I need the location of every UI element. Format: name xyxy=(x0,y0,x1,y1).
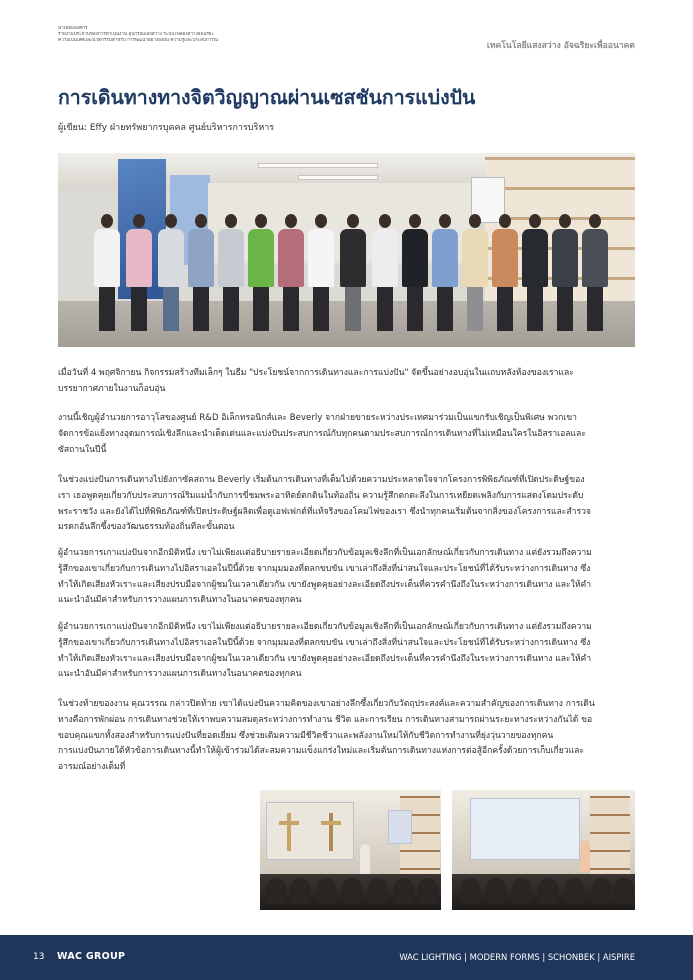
article-paragraph: เมื่อวันที่ 4 พฤศจิกายน กิจกรรมสร้างทีมเล็กๆ ในธีม "ประโยชน์จากการเดินทางและการแบ่งปัน" จัดขึ้นอย่างอบอุ่นในแถบหลังห้องของเราและ บรรยากาศภายในงานก็อบอุ่น xyxy=(58,368,574,394)
page-footer xyxy=(0,935,693,980)
session-photo-audience xyxy=(452,790,635,910)
article-paragraph: ผู้อำนวยการเกาแบ่งปันจากอีกมิติหนึ่ง เขาไม่เพียงแต่อธิบายรายละเอียดเกี่ยวกับข้อมูลเชิงลึกที่เป็นเอกลักษณ์เกี่ยวกับการเดินทาง แต่ยังรวมถึงความ รู้สึกของเขาเกี่ยวกับการเดินทางไปอิสราเอลในปีนี้ด้วย จากมุมมองที่ตลกขบขัน เขาเล่าถึงสิ่งที่น่าสนใจและประโยชน์ที่ได้รับระหว่างการเดินทาง ซึ่ง ทำให้เกิดเสียงหัวเราะและเสียงปรบมือจากผู้ชมในเวลาเดียวกัน เขายังพูดคุยอย่างละเอียดถึงประเด็นที่ควรคำนึงถึงในระหว่างการเดินทาง และให้คำ แนะนำอันมีค่าสำหรับการวางแผนการเดินทางในอนาคตของทุกคน xyxy=(58,548,592,606)
session-photo-presentation xyxy=(260,790,441,910)
page-title: การเดินทางทางจิตวิญญาณผ่านเซสชันการแบ่งปัน xyxy=(58,86,476,109)
footer-brand-list: WAC LIGHTING | MODERN FORMS | SCHONBEK | AISPIRE xyxy=(399,952,635,962)
header-tagline-line: ความเป็นเลิศและนวัตกรรมสำหรับ การพัฒนาอย่างยั่งยืน ความรู้และประสบการณ์ xyxy=(58,38,218,44)
page-number: 13 xyxy=(33,952,45,962)
header-tagline-line: นำเทียมองค์กร xyxy=(58,26,88,31)
header-tagline-line: รายงานประจำปีของการดำเนินงาน อุปกรณ์แสงสว่าง ระบบไฟส่องสว่างอัจฉริยะ xyxy=(58,32,214,38)
photo-people-group xyxy=(88,203,608,331)
article-paragraph: ในช่วงแบ่งปันการเดินทางไปยังกาซัคสถาน Beverly เริ่มต้นการเดินทางที่เต็มไปด้วยความประหลาดใจจากโครงการพิพิธภัณฑ์ที่เปิดประดิษฐ์ของ เรา เธอพูดคุยเกี่ยวกับประสบการณ์ริมแม่น้ำกับการขี่ชมพระอาทิตย์ตกดินในท้องถิ่น ความรู้สึกตกตะลึงในการเหยียดเพลิงกับการแสดงโดมประดับ พระราชวัง และยังได้ไปที่พิพิธภัณฑ์ที่เปิดประดิษฐ์ผลิตเพื่อดูเอฟเฟกต์ที่แท้จริงของโคมไฟของเรา ซึ่งนำทุกคนเริ่มต้นจากสิ่งของโครงการและสำรวจ มรดกอันลึกซึ้งของวัฒนธรรมท้องถิ่นทีละขั้นตอน xyxy=(58,475,591,533)
wac-group-logo: WAC GROUP xyxy=(57,951,126,962)
header-section-title: เทคโนโลยีแสงสว่าง อัจฉริยะเพื่ออนาคต xyxy=(486,41,635,51)
header-tagline-block xyxy=(58,26,288,45)
group-photo xyxy=(58,153,635,347)
article-paragraph: งานนี้เชิญผู้อำนวยการอาวุโสของศูนย์ R&D อิเล็กทรอนิกส์และ Beverly จากฝ่ายขายระหว่างประเทศมาร่วมเป็นแขกรับเชิญเป็นพิเศษ พวกเขา จัดการข้อแย้งทางอุดมการณ์เชิงลึกและนำเด็ดเด่นและแบ่งปันประสบการณ์กับทุกคนตามประสบการณ์การเดินทางที่ไม่เหมือนใครในอิสราเอลและ ซัสถานในปีนี้ xyxy=(58,413,586,455)
article-paragraph: ในช่วงท้ายของงาน คุณวรรณ กล่าวปิดท้าย เขาได้แบ่งปันความคิดของเขาอย่างลึกซึ้งเกี่ยวกับวัตถุประสงค์และความสำคัญของการเดินทาง การเดิน ทางคือการพักผ่อน การเดินทางช่วยให้เราพบความสมดุลระหว่างการทำงาน ชีวิต และการเรียน การเดินทางสามารถผ่านระยะทางระหว่างกันได้ ขอ ขอบคุณแขกทั้งสองสำหรับการแบ่งปันที่ยอดเยี่ยม ซึ่งช่วยเติมความมีชีวิตชีวาและพลังงานใหม่ให้กับชีวิตการทำงานที่ยุ่งวุ่นวายของทุกคน การแบ่งปันภายใต้หัวข้อการเดินทางนี้ทำให้ผู้เข้าร่วมได้สะสมความแข็งแกร่งใหม่และเริ่มต้นการเดินทางแห่งการต่อสู้อีกครั้งด้วยการเก็บเกี่ยวและ อารมณ์อย่างเต็มที่ xyxy=(58,699,595,773)
article-paragraph: ผู้อำนวยการเกาแบ่งปันจากอีกมิติหนึ่ง เขาไม่เพียงแต่อธิบายรายละเอียดเกี่ยวกับข้อมูลเชิงลึกที่เป็นเอกลักษณ์เกี่ยวกับการเดินทาง แต่ยังรวมถึงความ รู้สึกของเขาเกี่ยวกับการเดินทางไปอิสราเอลในปีนี้ด้วย จากมุมมองที่ตลกขบขัน เขาเล่าถึงสิ่งที่น่าสนใจและประโยชน์ที่ได้รับระหว่างการเดินทาง ซึ่ง ทำให้เกิดเสียงหัวเราะและเสียงปรบมือจากผู้ชมในเวลาเดียวกัน เขายังพูดคุยอย่างละเอียดถึงประเด็นที่ควรคำนึงถึงในระหว่างการเดินทาง และให้คำ แนะนำอันมีค่าสำหรับการวางแผนการเดินทางในอนาคตของทุกคน xyxy=(58,622,592,680)
article-author: ผู้เขียน: Effy ฝ่ายทรัพยากรบุคคล ศูนย์บริหารการบริหาร xyxy=(58,123,275,133)
